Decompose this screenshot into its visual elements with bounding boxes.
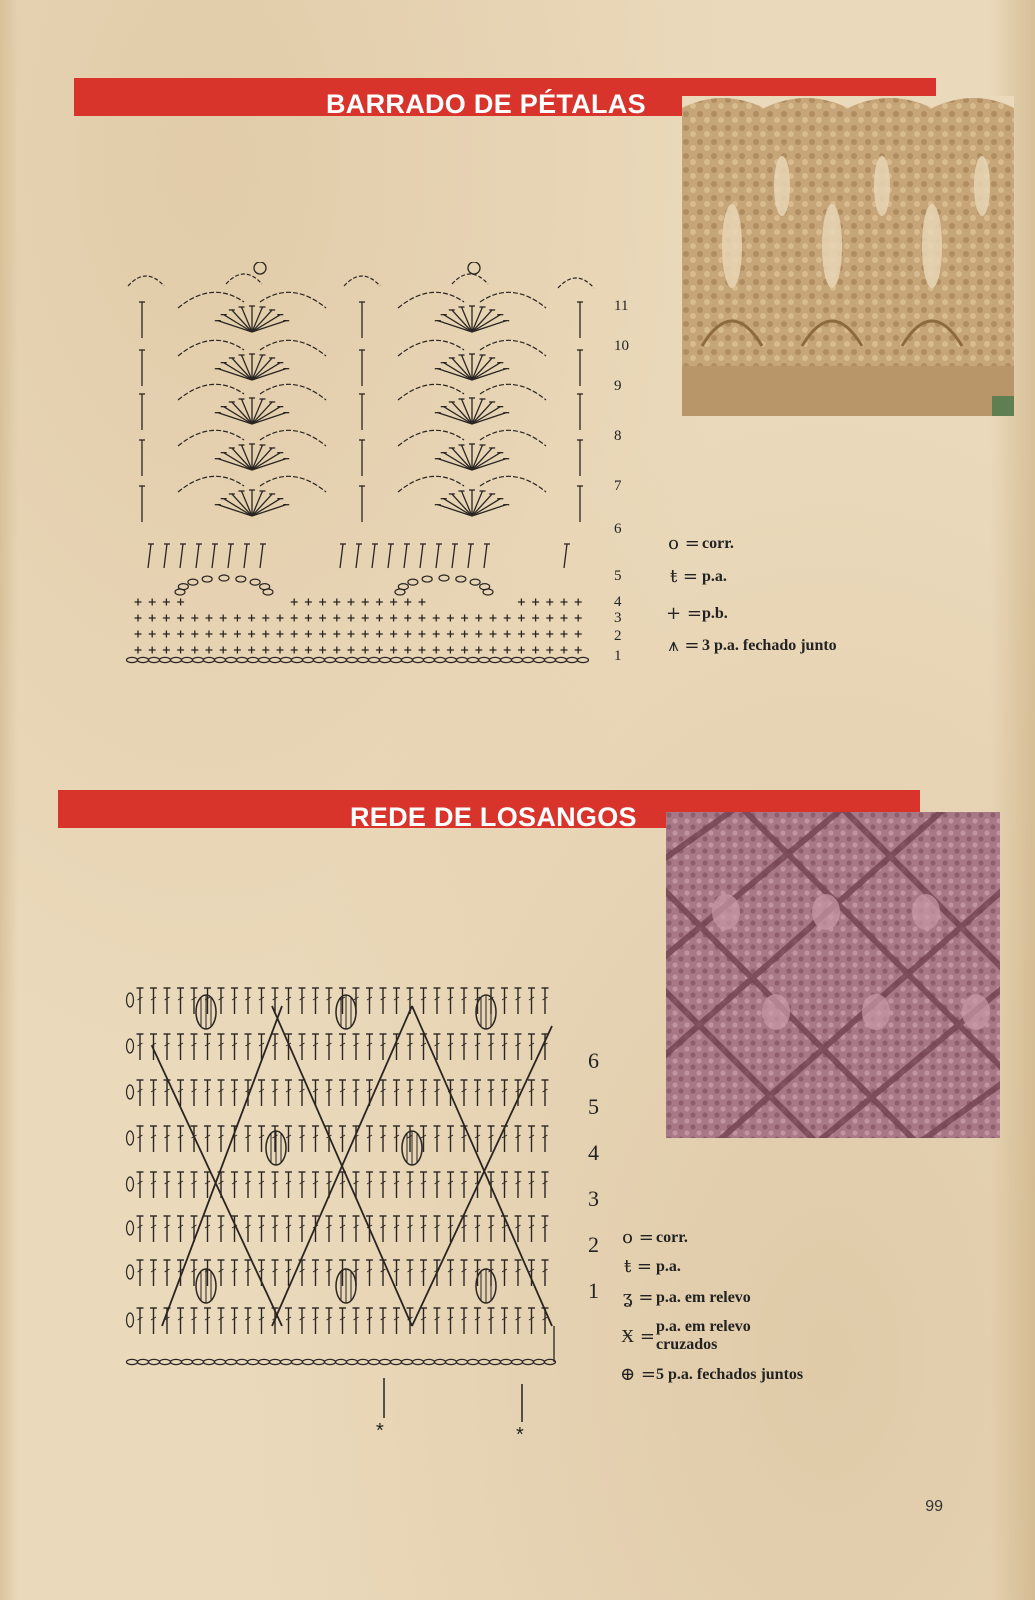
section-title-2: REDE DE LOSANGOS bbox=[350, 802, 637, 832]
row-number: 3 bbox=[588, 1186, 599, 1211]
row-number: 1 bbox=[614, 648, 622, 664]
legend-symbol-icon: ⩚ = bbox=[668, 635, 700, 656]
legend-symbol-icon: o = bbox=[622, 1227, 654, 1248]
row-number: 4 bbox=[588, 1140, 599, 1165]
row-number: 2 bbox=[614, 628, 622, 644]
row-number: 5 bbox=[588, 1094, 599, 1119]
legend-label: p.a. em relevo cruzados bbox=[656, 1318, 751, 1353]
legend-symbol-icon: + = bbox=[666, 603, 702, 624]
legend-symbol-icon: ʓ = bbox=[622, 1287, 654, 1308]
row-number: 6 bbox=[588, 1048, 599, 1073]
row-number: 4 bbox=[614, 594, 622, 610]
legend-label: corr. bbox=[656, 1228, 688, 1246]
legend-label: p.a. bbox=[656, 1257, 681, 1275]
row-number: 9 bbox=[614, 378, 622, 394]
page-number: 99 bbox=[925, 1498, 943, 1515]
row-number: 5 bbox=[614, 568, 622, 584]
legend-symbol-icon: ŧ = bbox=[623, 1256, 653, 1277]
repeat-marker-right: * bbox=[516, 1424, 524, 1446]
legend-label: corr. bbox=[702, 534, 734, 552]
row-number: 7 bbox=[614, 478, 622, 494]
repeat-marker-left: * bbox=[376, 1420, 384, 1442]
row-number: 1 bbox=[588, 1278, 599, 1303]
legend-label: p.a. bbox=[702, 567, 727, 585]
legend-symbol-icon: o = bbox=[668, 533, 700, 554]
row-number: 10 bbox=[614, 338, 629, 354]
legend-symbol-icon: Ӿ = bbox=[621, 1325, 655, 1347]
row-number: 3 bbox=[614, 610, 622, 626]
legend-symbol-icon: ⊕ = bbox=[620, 1364, 656, 1385]
row-number: 6 bbox=[614, 521, 622, 537]
row-number: 11 bbox=[614, 298, 629, 314]
row-number: 2 bbox=[588, 1232, 599, 1257]
legend-symbol-icon: ŧ = bbox=[669, 566, 699, 587]
legend-label: p.a. em relevo bbox=[656, 1288, 751, 1306]
section-title-1: BARRADO DE PÉTALAS bbox=[326, 89, 646, 119]
legend-label: p.b. bbox=[702, 604, 728, 622]
legend-label: 5 p.a. fechados juntos bbox=[656, 1365, 804, 1383]
legend-label: 3 p.a. fechado junto bbox=[702, 636, 837, 654]
row-number: 8 bbox=[614, 428, 622, 444]
